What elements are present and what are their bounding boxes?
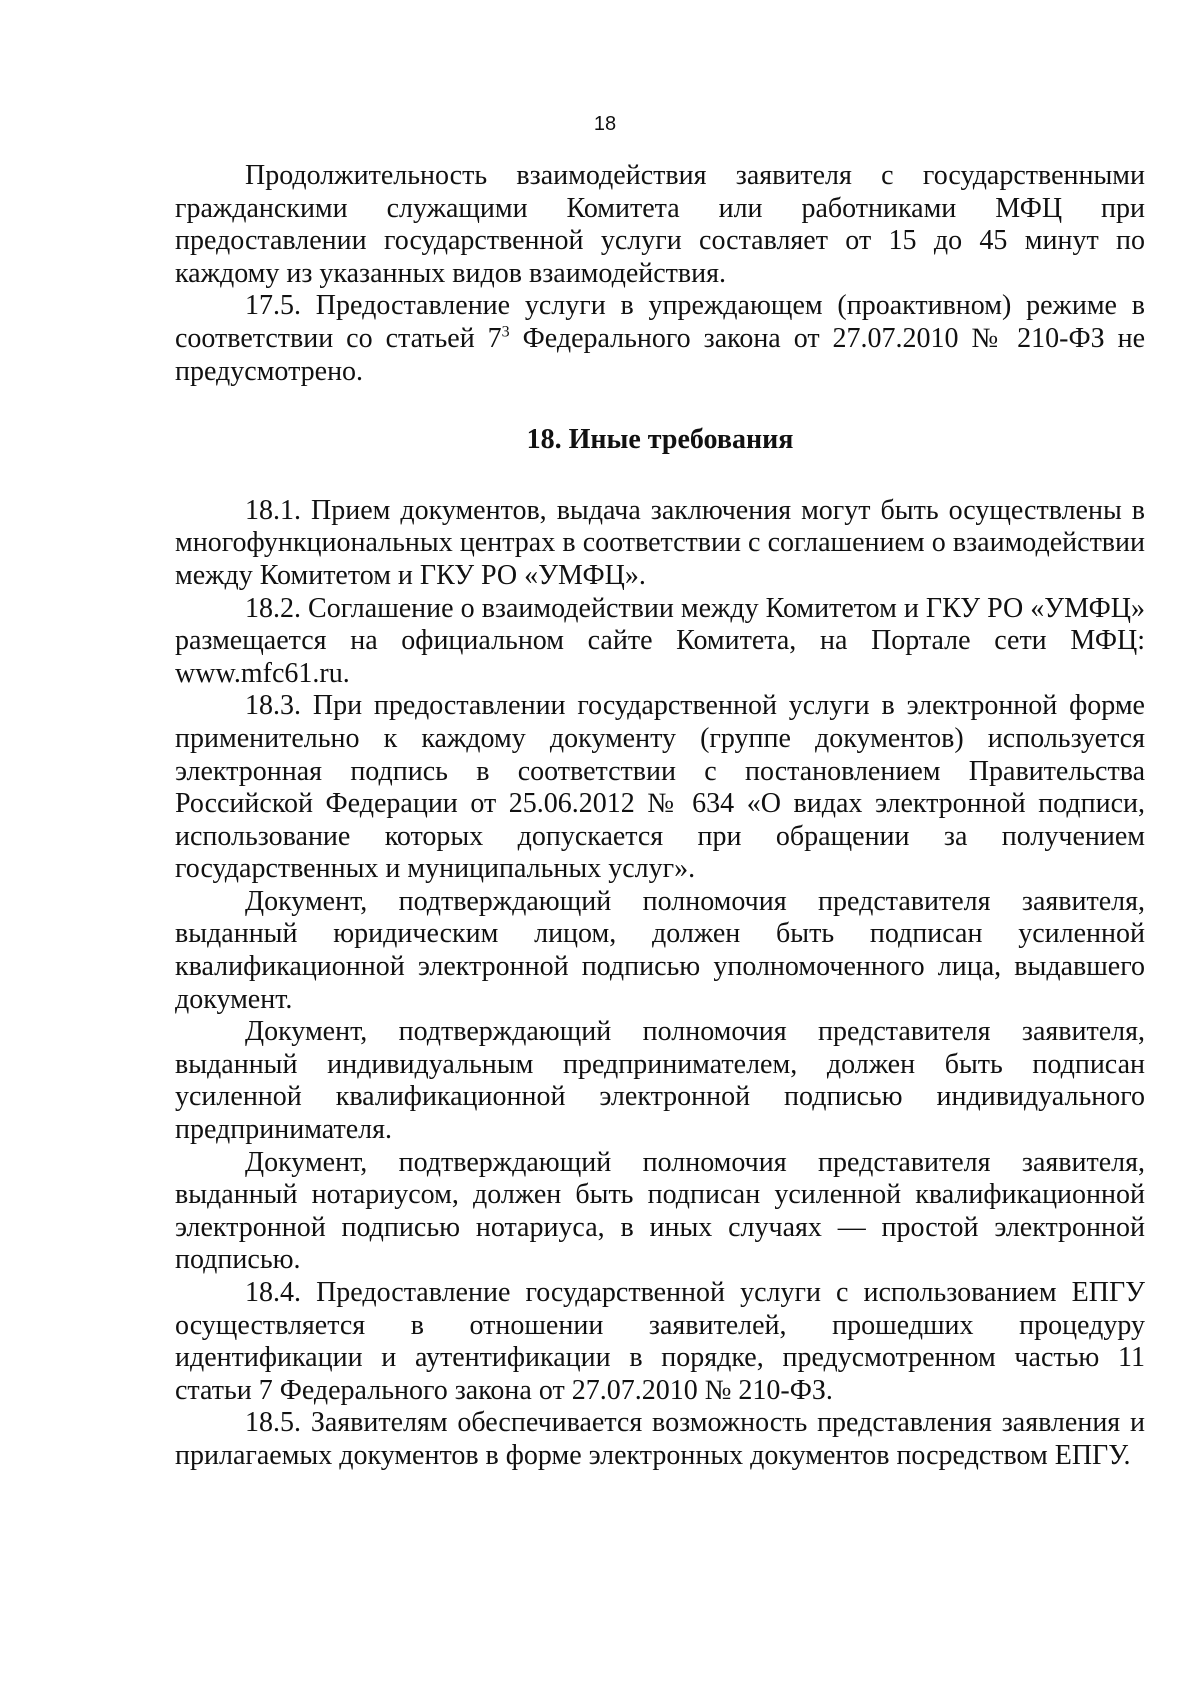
paragraph-18-2: 18.2. Соглашение о взаимодействии между Комитетом и ГКУ РО «УМФЦ» размещается на официальном сайте Комитета, на Портале сети МФЦ: www.mfc61.ru. [175,592,1145,689]
document-body [175,160,1145,1473]
paragraph-18-4: 18.4. Предоставление государственной услуги с использованием ЕПГУ осуществляется в отношении заявителей, прошедших процедуру идентификации и аутентификации в порядке, предусмотренном частью 11 статьи 7 Федерального закона от 27.07.2010 № 210-ФЗ. [175,1277,1145,1406]
paragraph-18-1: 18.1. Прием документов, выдача заключения могут быть осуществлены в многофункциональных центрах в соответствии с соглашением о взаимодействии между Комитетом и ГКУ РО «УМФЦ». [175,494,1145,591]
paragraph-18-5: 18.5. Заявителям обеспечивается возможность представления заявления и прилагаемых документов в форме электронных документов посредством ЕПГУ. [175,1407,1145,1471]
paragraph-17-5 [175,290,1145,388]
paragraph-17-5-text-after: Федерального закона от 27.07.2010 № 210-ФЗ не предусмотрено. [175,322,1146,387]
paragraph-document-legal-entity: Документ, подтверждающий полномочия представителя заявителя, выданный юридическим лицом, должен быть подписан усиленной квалификационной электронной подписью уполномоченного лица, выдавшего документ. [175,885,1145,1015]
paragraph-18-3: 18.3. При предоставлении государственной услуги в электронной форме применительно к каждому документу (группе документов) используется электронная подпись в соответствии с постановлением Правительства Российской Федерации от 25.06.2012 № 634 «О видах электронной подписи, использование которых допускается при обращении за получением государственных и муниципальных услуг». [175,690,1145,885]
paragraph-document-notary: Документ, подтверждающий полномочия представителя заявителя, выданный нотариусом, должен быть подписан усиленной квалификационной электронной подписью нотариуса, в иных случаях — простой электронной подписью. [175,1146,1145,1276]
article-superscript: 3 [501,323,510,341]
paragraph-17-4-continuation: Продолжительность взаимодействия заявителя с государственными гражданскими служащими Комитета или работниками МФЦ при предоставлении государственной услуги составляет от 15 до 45 минут по каждому из указанных видов взаимодействия. [175,160,1145,289]
page-number: 18 [593,113,617,135]
paragraph-17-5-text-before: 17.5. Предоставление услуги в упреждающем (проактивном) режиме в соответствии со статьей 7 [175,290,1145,354]
paragraph-document-entrepreneur: Документ, подтверждающий полномочия представителя заявителя, выданный индивидуальным предпринимателем, должен быть подписан усиленной квалификационной электронной подписью индивидуального предпринимателя. [175,1016,1145,1146]
section-heading: 18. Иные требования [526,424,794,456]
